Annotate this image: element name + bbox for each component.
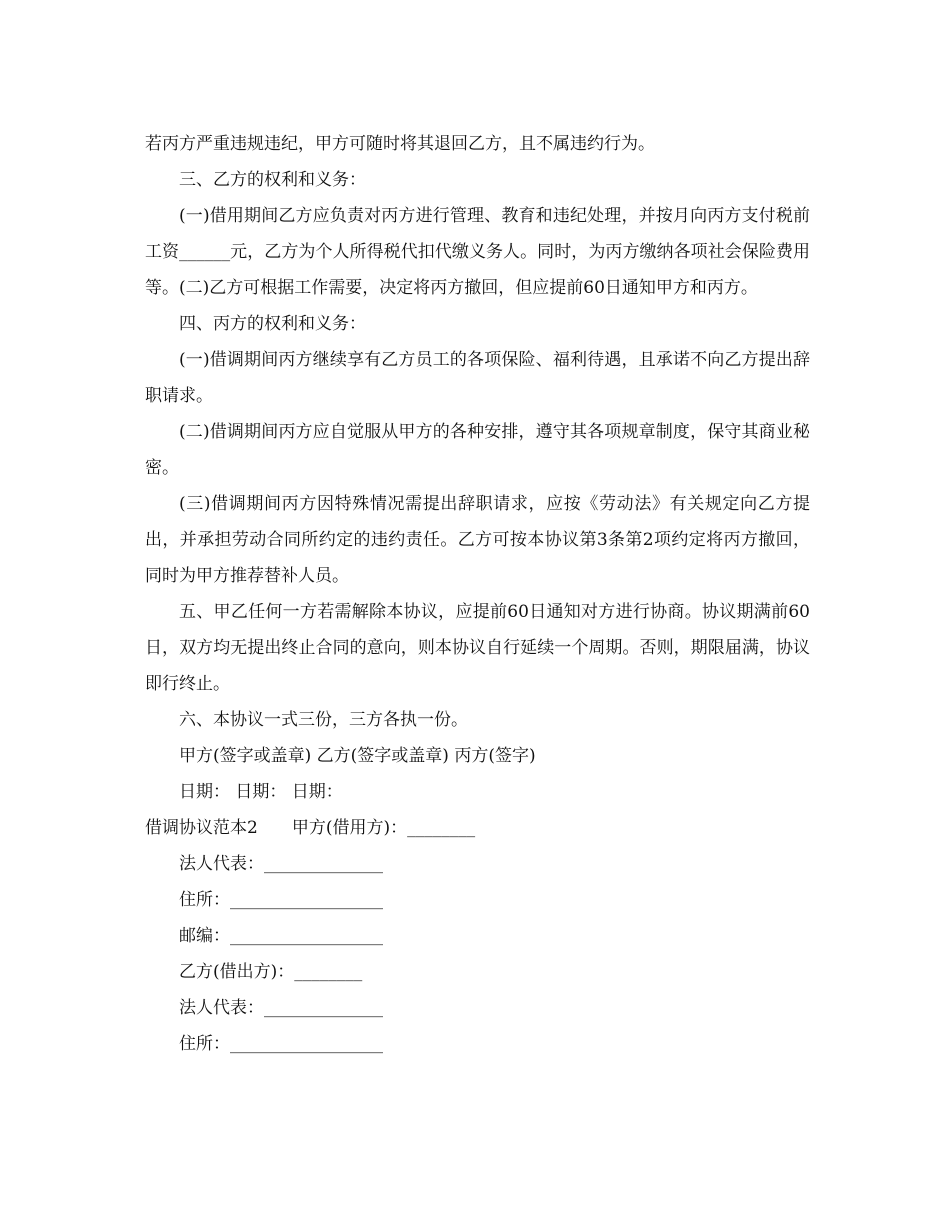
date-line: 日期： 日期： 日期： bbox=[179, 782, 343, 802]
field-party-b: 乙方(借出方)：________ bbox=[179, 962, 363, 982]
paragraph-return-clause: 若丙方严重违规违纪，甲方可随时将其退回乙方，且不属违约行为。 bbox=[145, 134, 655, 154]
paragraph-party-c-item-3: (三)借调期间丙方因特殊情况需提出辞职请求，应按《劳动法》有关规定向乙方提出，并承担劳动合同所约定的违约责任。乙方可按本协议第3条第2项约定将丙方撤回，同时为甲方推荐替补人员。 bbox=[145, 494, 810, 586]
paragraph-termination: 五、甲乙任何一方若需解除本协议，应提前60日通知对方进行协商。协议期满前60日，双方均无提出终止合同的意向，则本协议自行延续一个周期。否则，期限届满，协议即行终止。 bbox=[145, 602, 810, 694]
field-party-b-address: 住所：__________________ bbox=[179, 1034, 383, 1054]
paragraph-party-b-duties: (一)借用期间乙方应负责对丙方进行管理、教育和违纪处理，并按月向丙方支付税前工资______元，乙方为个人所得税代扣代缴义务人。同时，为丙方缴纳各项社会保险费用等。(二)乙方可根据工作需要，决定将丙方撤回，但应提前60日通知甲方和丙方。 bbox=[145, 206, 810, 298]
paragraph-copies: 六、本协议一式三份，三方各执一份。 bbox=[179, 710, 468, 730]
paragraph-party-c-item-1: (一)借调期间丙方继续享有乙方员工的各项保险、福利待遇，且承诺不向乙方提出辞职请求。 bbox=[145, 350, 810, 406]
field-party-a-address: 住所：__________________ bbox=[179, 890, 383, 910]
section-heading-party-c: 四、丙方的权利和义务： bbox=[179, 314, 366, 334]
field-party-a-legal-rep: 法人代表：______________ bbox=[179, 854, 383, 874]
sample2-heading: 借调协议范本2 甲方(借用方)：________ bbox=[145, 818, 476, 838]
field-party-a-postcode: 邮编：__________________ bbox=[179, 926, 383, 946]
field-party-b-legal-rep: 法人代表：______________ bbox=[179, 998, 383, 1018]
signature-line: 甲方(签字或盖章) 乙方(签字或盖章) 丙方(签字) bbox=[179, 746, 536, 766]
paragraph-party-c-item-2: (二)借调期间丙方应自觉服从甲方的各种安排，遵守其各项规章制度，保守其商业秘密。 bbox=[145, 422, 810, 478]
section-heading-party-b: 三、乙方的权利和义务： bbox=[179, 170, 366, 190]
document-body bbox=[145, 126, 810, 1062]
